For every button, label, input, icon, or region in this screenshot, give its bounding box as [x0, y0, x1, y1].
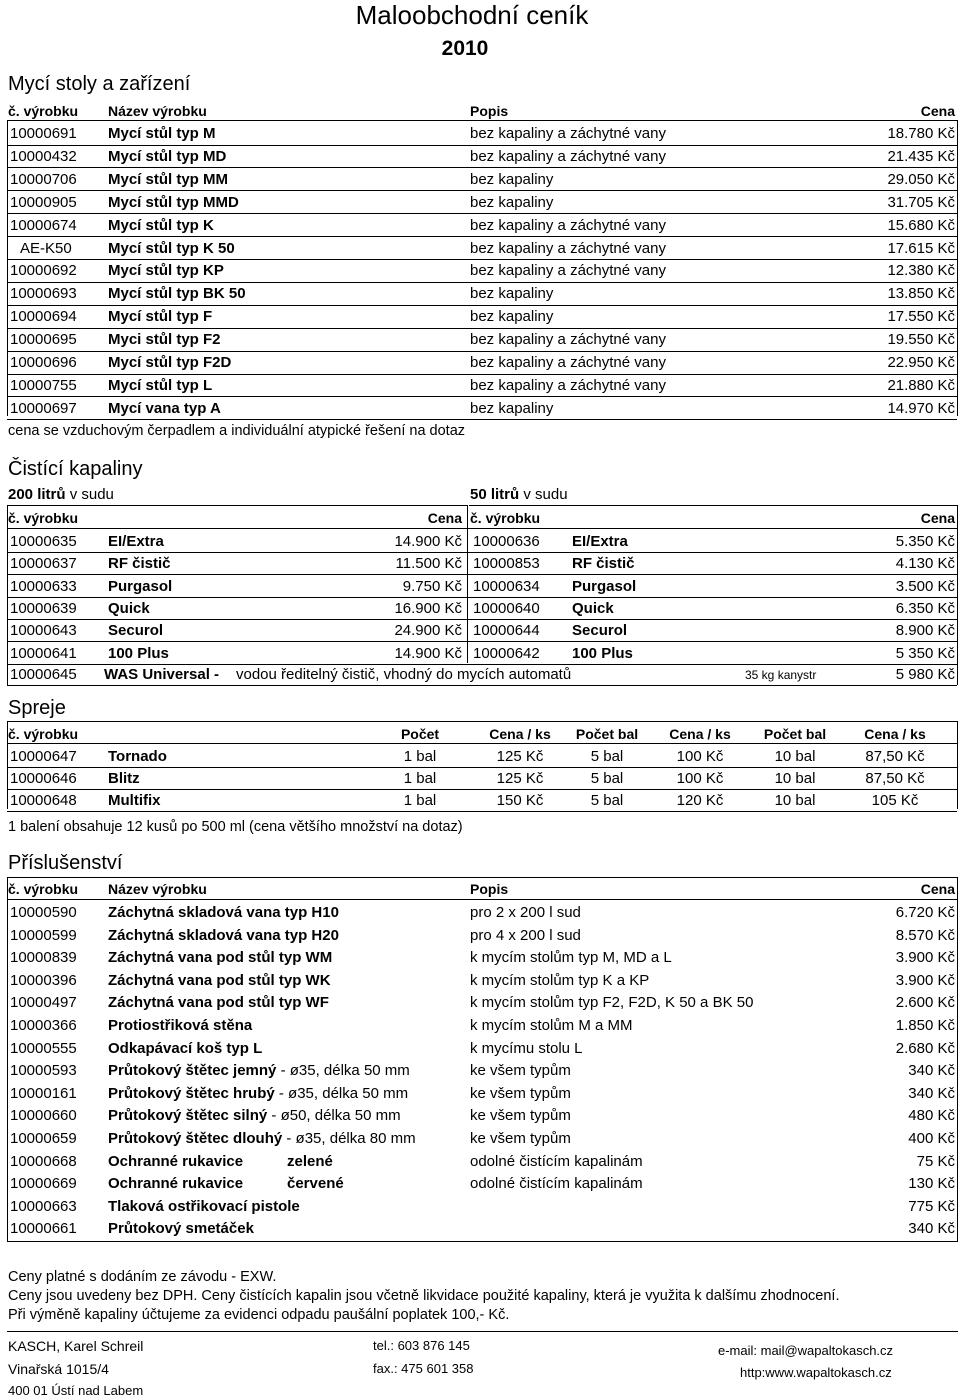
liquid-name-50: Purgasol — [572, 577, 637, 595]
wash-code: 10000691 — [10, 125, 77, 142]
liquid-price-200: 14.900 Kč — [394, 533, 462, 550]
accessory-row — [0, 1104, 960, 1127]
footer-street: Vinařská 1015/4 — [8, 1361, 109, 1377]
accessory-price: 2.600 Kč — [895, 994, 955, 1012]
liquid-name-200: 100 Plus — [108, 644, 169, 662]
wash-desc: bez kapaliny a záchytné vany — [470, 262, 666, 280]
accessory-price: 400 Kč — [908, 1130, 955, 1147]
accessory-name: Záchytná vana pod stůl typ WM — [108, 949, 333, 967]
accessory-row — [0, 1082, 960, 1105]
wash-desc: bez kapaliny — [470, 170, 554, 188]
footer-fax: fax.: 475 601 358 — [373, 1361, 474, 1376]
accessory-price: 3.900 Kč — [895, 949, 955, 967]
liquid-code-200: 10000639 — [10, 599, 77, 617]
accessory-price: 340 Kč — [908, 1062, 955, 1080]
liquid-row — [0, 642, 960, 665]
wash-code: 10000693 — [10, 285, 77, 303]
wash-desc: bez kapaliny — [470, 285, 554, 303]
wash-name: Mycí stůl typ F — [108, 308, 213, 326]
liquids-right-header-code: č. výrobku — [470, 510, 541, 526]
accessory-name: Průtokový štětec dlouhý - ø35, délka 80 mm — [108, 1130, 416, 1147]
wash-name: Myci stůl typ F2 — [108, 331, 221, 349]
wash-code: 10000432 — [10, 147, 77, 165]
accessory-desc: k mycím stolům typ F2, F2D, K 50 a BK 50 — [470, 994, 754, 1012]
accessory-code: 10000669 — [10, 1175, 77, 1193]
accessory-color: zelené — [287, 1152, 333, 1170]
wash-heading: Mycí stoly a zařízení — [8, 73, 191, 95]
spray-code: 10000646 — [10, 770, 77, 787]
wash-name: Mycí stůl typ KP — [108, 262, 224, 280]
liquid-price-50: 6.350 Kč — [895, 599, 955, 617]
accessory-row — [0, 924, 960, 947]
accessory-desc: odolné čistícím kapalinám — [470, 1152, 643, 1170]
accessory-price: 130 Kč — [908, 1175, 955, 1193]
spray-count-2: 5 bal — [590, 792, 624, 809]
accessory-code: 10000161 — [10, 1084, 77, 1102]
liquids-left-title: 200 litrů v sudu — [8, 486, 114, 503]
sprays-heading: Spreje — [8, 697, 66, 719]
liquid-name-200: RF čistič — [108, 555, 171, 573]
wash-desc: bez kapaliny — [470, 399, 554, 417]
wash-code: 10000697 — [10, 399, 77, 417]
accessory-price: 3.900 Kč — [895, 971, 955, 989]
spray-count-1: 1 bal — [403, 770, 437, 787]
wash-price: 17.550 Kč — [887, 308, 955, 326]
wash-price: 13.850 Kč — [887, 285, 955, 303]
liquid-price-200: 24.900 Kč — [394, 622, 462, 640]
liquid-code-200: 10000633 — [10, 577, 77, 595]
accessories-heading: Příslušenství — [8, 852, 123, 874]
spray-row — [0, 767, 960, 790]
accessory-desc: pro 2 x 200 l sud — [470, 904, 581, 921]
accessories-bottom-rule — [7, 1241, 958, 1242]
wash-desc: bez kapaliny — [470, 193, 554, 211]
spray-price-2: 120 Kč — [676, 792, 724, 809]
accessory-code: 10000555 — [10, 1039, 77, 1057]
wash-header-name: Název výrobku — [108, 103, 207, 119]
accessory-row — [0, 901, 960, 924]
wash-name: Mycí stůl typ MMD — [108, 193, 239, 211]
accessory-row — [0, 1059, 960, 1082]
wash-row — [0, 328, 960, 351]
accessory-code: 10000590 — [10, 904, 77, 921]
spray-count-3: 10 bal — [774, 792, 816, 809]
liquid-code-50: 10000642 — [473, 644, 540, 662]
wash-desc: bez kapaliny a záchytné vany — [470, 354, 666, 371]
accessory-row — [0, 1217, 960, 1240]
accessory-code: 10000668 — [10, 1152, 77, 1170]
wash-name: Mycí stůl typ MD — [108, 147, 227, 165]
liquid-price-50: 5 350 Kč — [895, 644, 955, 662]
liquid-price-200: 9.750 Kč — [402, 577, 462, 595]
wash-price: 18.780 Kč — [887, 125, 955, 142]
accessory-code: 10000366 — [10, 1017, 77, 1034]
sprays-header-count3: Počet bal — [763, 726, 827, 742]
wash-name: Mycí stůl typ L — [108, 376, 213, 394]
wash-price: 12.380 Kč — [887, 262, 955, 280]
accessory-code: 10000663 — [10, 1197, 77, 1215]
liquid-name-200: EI/Extra — [108, 533, 164, 550]
spray-count-2: 5 bal — [590, 748, 624, 765]
accessory-row — [0, 1014, 960, 1037]
liquid-price-200: 14.900 Kč — [394, 644, 462, 662]
wash-row — [0, 214, 960, 237]
wash-row — [0, 305, 960, 328]
wash-name: Mycí stůl typ F2D — [108, 354, 232, 371]
accessory-desc: ke všem typům — [470, 1107, 571, 1125]
accessory-price: 8.570 Kč — [895, 926, 955, 944]
liquid-price-200: 11.500 Kč — [395, 555, 462, 573]
liquid-name-200: Securol — [108, 622, 164, 640]
spray-count-2: 5 bal — [590, 770, 624, 787]
wash-price: 22.950 Kč — [887, 354, 955, 371]
accessory-name: Průtokový štětec jemný - ø35, délka 50 mm — [108, 1062, 410, 1080]
wash-name: Mycí stůl typ K 50 — [108, 239, 235, 257]
liquid-code-50: 10000640 — [473, 599, 540, 617]
wash-name: Mycí stůl typ BK 50 — [108, 285, 246, 303]
accessory-row — [0, 969, 960, 992]
wash-name: Mycí stůl typ MM — [108, 170, 229, 188]
accessory-code: 10000593 — [10, 1062, 77, 1080]
wash-price: 21.880 Kč — [887, 376, 955, 394]
accessories-header-code: č. výrobku — [8, 881, 79, 897]
spray-price-3: 87,50 Kč — [865, 770, 925, 787]
accessory-desc: k mycím stolům typ M, MD a L — [470, 949, 672, 967]
accessory-color: červené — [287, 1175, 344, 1193]
accessories-header-price: Cena — [920, 881, 955, 897]
accessory-name: Protiostřiková stěna — [108, 1017, 253, 1034]
row-rule — [7, 811, 957, 812]
wash-name: Mycí vana typ A — [108, 399, 221, 417]
wash-price: 21.435 Kč — [887, 147, 955, 165]
liquid-code-200: 10000637 — [10, 555, 77, 573]
wash-row — [0, 191, 960, 214]
wash-desc: bez kapaliny a záchytné vany — [470, 216, 666, 234]
liquids-left-header-price: Cena — [427, 510, 462, 526]
wash-row — [0, 374, 960, 397]
liquid-name-50: EI/Extra — [572, 533, 628, 550]
accessory-name: Ochranné rukavice — [108, 1175, 244, 1193]
accessory-name: Záchytná vana pod stůl typ WF — [108, 994, 329, 1012]
accessory-code: 10000661 — [10, 1220, 77, 1238]
sprays-header-price1: Cena / ks — [489, 726, 551, 742]
accessory-desc: ke všem typům — [470, 1130, 571, 1147]
accessory-desc: k mycímu stolu L — [470, 1039, 583, 1057]
accessory-row — [0, 1037, 960, 1060]
spray-row — [0, 789, 960, 812]
accessory-name: Záchytná skladová vana typ H10 — [108, 904, 339, 921]
spray-name: Blitz — [108, 770, 140, 787]
liquid-price-50: 3.500 Kč — [895, 577, 955, 595]
sprays-header-price3: Cena / ks — [864, 726, 926, 742]
wash-desc: bez kapaliny a záchytné vany — [470, 125, 666, 142]
spray-row — [0, 745, 960, 768]
liquid-name-50: Quick — [572, 599, 614, 617]
accessory-name: Průtokový štětec hrubý - ø35, délka 50 mm — [108, 1084, 409, 1102]
accessory-desc: k mycím stolům typ K a KP — [470, 971, 650, 989]
accessories-header-desc: Popis — [470, 881, 509, 897]
document-year: 2010 — [441, 37, 489, 60]
wash-price: 17.615 Kč — [887, 239, 955, 257]
accessory-name: Záchytná vana pod stůl typ WK — [108, 971, 331, 989]
wash-price: 19.550 Kč — [887, 331, 955, 349]
wash-name: Mycí stůl typ K — [108, 216, 214, 234]
wash-row — [0, 145, 960, 168]
liquids-right-title: 50 litrů v sudu — [470, 486, 568, 503]
wash-desc: bez kapaliny — [470, 308, 554, 326]
wash-header-code: č. výrobku — [8, 103, 79, 119]
wash-price: 29.050 Kč — [887, 170, 955, 188]
liquid-price-50: 8.900 Kč — [895, 622, 955, 640]
liquid-row — [0, 530, 960, 553]
wash-desc: bez kapaliny a záchytné vany — [470, 376, 666, 394]
liquid-price-50: 4.130 Kč — [895, 555, 955, 573]
sprays-top-rule — [7, 721, 957, 722]
accessory-price: 6.720 Kč — [895, 904, 955, 921]
liquid-code-50: 10000636 — [473, 533, 540, 550]
wash-code: 10000905 — [10, 193, 77, 211]
liquids-right-header-price: Cena — [920, 510, 955, 526]
sprays-note: 1 balení obsahuje 12 kusů po 500 ml (cena většího množství na dotaz) — [8, 819, 463, 835]
wash-row — [0, 259, 960, 282]
accessory-row — [0, 1150, 960, 1173]
accessory-price: 2.680 Kč — [895, 1039, 955, 1057]
row-rule — [7, 419, 957, 420]
spray-price-3: 105 Kč — [871, 792, 919, 809]
wash-code: AE-K50 — [20, 239, 72, 257]
accessory-desc: odolné čistícím kapalinám — [470, 1175, 643, 1193]
note-line-2: Ceny jsou uvedeny bez DPH. Ceny čistících kapalin jsou včetně likvidace použité kapaliny, která je využita k dalšímu zhodnocení. — [8, 1288, 840, 1304]
wash-desc: bez kapaliny a záchytné vany — [470, 239, 666, 257]
wash-row — [0, 351, 960, 374]
wash-code: 10000696 — [10, 354, 77, 371]
wash-row — [0, 237, 960, 260]
liquid-code-200: 10000641 — [10, 644, 77, 662]
spray-price-1: 125 Kč — [496, 748, 544, 765]
accessory-desc: ke všem typům — [470, 1062, 571, 1080]
liquid-name-50: RF čistič — [572, 555, 635, 573]
liquids-bottom-rule — [7, 685, 957, 686]
liquid-name-200: Quick — [108, 599, 150, 617]
spray-count-3: 10 bal — [774, 748, 816, 765]
liquids-right-top-rule — [469, 505, 957, 506]
liquid-code-200: 10000635 — [10, 533, 77, 550]
wash-code: 10000695 — [10, 331, 77, 349]
wash-row — [0, 122, 960, 145]
accessory-price: 1.850 Kč — [895, 1017, 955, 1034]
liquid-name-50: 100 Plus — [572, 644, 633, 662]
sprays-header-count1: Počet — [400, 726, 440, 742]
accessory-row — [0, 1127, 960, 1150]
accessory-code: 10000396 — [10, 971, 77, 989]
accessories-header-name: Název výrobku — [108, 881, 207, 897]
accessory-name: Průtokový smetáček — [108, 1220, 254, 1238]
accessory-desc: pro 4 x 200 l sud — [470, 926, 581, 944]
accessory-row — [0, 1172, 960, 1195]
wash-note: cena se vzduchovým čerpadlem a individuální atypické řešení na dotaz — [8, 423, 466, 439]
footer-company: KASCH, Karel Schreil — [8, 1338, 144, 1354]
accessory-code: 10000839 — [10, 949, 77, 967]
spray-price-3: 87,50 Kč — [865, 748, 925, 765]
accessory-price: 340 Kč — [908, 1220, 955, 1238]
wash-desc: bez kapaliny a záchytné vany — [470, 331, 666, 349]
accessory-code: 10000497 — [10, 994, 77, 1012]
note-line-3: Při výměně kapaliny účtujeme za evidenci odpadu paušální poplatek 100,- Kč. — [8, 1307, 510, 1323]
accessory-code: 10000659 — [10, 1130, 77, 1147]
wash-code: 10000755 — [10, 376, 77, 394]
wash-header-rule — [7, 120, 957, 121]
sprays-header-price2: Cena / ks — [669, 726, 731, 742]
wash-code: 10000692 — [10, 262, 77, 280]
accessory-price: 340 Kč — [908, 1084, 955, 1102]
liquid-price-200: 16.900 Kč — [394, 599, 462, 617]
accessory-name: Průtokový štětec silný - ø50, délka 50 mm — [108, 1107, 401, 1125]
wash-header-price: Cena — [920, 103, 955, 119]
wash-name: Mycí stůl typ M — [108, 125, 216, 142]
wash-code: 10000674 — [10, 216, 77, 234]
accessory-desc: k mycím stolům M a MM — [470, 1017, 633, 1034]
accessory-name: Ochranné rukavice — [108, 1152, 244, 1170]
accessory-price: 75 Kč — [916, 1152, 955, 1170]
spray-code: 10000647 — [10, 748, 77, 765]
liquid-code-50: 10000644 — [473, 622, 540, 640]
accessory-row — [0, 991, 960, 1014]
accessory-code: 10000599 — [10, 926, 77, 944]
liquids-header-rule — [7, 528, 957, 529]
accessory-name: Odkapávací koš typ L — [108, 1039, 263, 1057]
wash-row — [0, 282, 960, 305]
liquid-code-50: 10000853 — [473, 555, 540, 573]
accessory-row — [0, 946, 960, 969]
wash-price: 15.680 Kč — [887, 216, 955, 234]
sprays-header-count2: Počet bal — [575, 726, 639, 742]
spray-count-3: 10 bal — [774, 770, 816, 787]
wash-price: 14.970 Kč — [887, 399, 955, 417]
wash-row — [0, 168, 960, 191]
wash-code: 10000706 — [10, 170, 77, 188]
liquid-code-50: 10000634 — [473, 577, 540, 595]
accessories-top-rule — [7, 877, 957, 878]
accessory-price: 775 Kč — [908, 1197, 955, 1215]
liquid-code-200: 10000643 — [10, 622, 77, 640]
wash-header-desc: Popis — [470, 103, 509, 119]
spray-count-1: 1 bal — [403, 748, 437, 765]
footer-rule — [7, 1331, 958, 1332]
footer-tel: tel.: 603 876 145 — [373, 1338, 470, 1353]
spray-count-1: 1 bal — [403, 792, 437, 809]
spray-price-2: 100 Kč — [676, 770, 724, 787]
footer-email[interactable]: e-mail: mail@wapaltokasch.cz — [718, 1343, 894, 1358]
liquid-row — [0, 575, 960, 598]
footer-city: 400 01 Ústí nad Labem — [8, 1383, 144, 1397]
accessories-header-rule — [7, 899, 957, 900]
spray-price-2: 100 Kč — [676, 748, 724, 765]
liquid-row — [0, 597, 960, 620]
liquid-row — [0, 619, 960, 642]
spray-name: Tornado — [108, 748, 167, 765]
liquids-left-top-rule — [7, 505, 467, 506]
sprays-header-code: č. výrobku — [8, 726, 79, 742]
wash-code: 10000694 — [10, 308, 77, 326]
accessory-name: Záchytná skladová vana typ H20 — [108, 926, 339, 944]
liquid-name-200: Purgasol — [108, 577, 173, 595]
wash-price: 31.705 Kč — [887, 193, 955, 211]
accessory-row — [0, 1195, 960, 1218]
wash-desc: bez kapaliny a záchytné vany — [470, 147, 666, 165]
was-row: 10000645 WAS Universal - vodou ředitelný čistič, vhodný do mycích automatů 35 kg kanystr 5 980 Kč — [10, 666, 955, 683]
spray-name: Multifix — [108, 792, 161, 809]
accessory-price: 480 Kč — [908, 1107, 955, 1125]
accessory-code: 10000660 — [10, 1107, 77, 1125]
spray-code: 10000648 — [10, 792, 77, 809]
liquid-price-50: 5.350 Kč — [895, 533, 955, 550]
accessory-name: Tlaková ostřikovací pistole — [108, 1197, 300, 1215]
footer-web[interactable]: http:www.wapaltokasch.cz — [740, 1365, 892, 1380]
accessory-desc: ke všem typům — [470, 1084, 571, 1102]
document-title: Maloobchodní ceník — [355, 0, 589, 30]
wash-row — [0, 397, 960, 420]
liquid-row — [0, 552, 960, 575]
note-line-1: Ceny platné s dodáním ze závodu - EXW. — [8, 1269, 277, 1285]
liquids-heading: Čistící kapaliny — [8, 458, 143, 480]
spray-price-1: 125 Kč — [496, 770, 544, 787]
liquids-left-header-code: č. výrobku — [8, 510, 79, 526]
sprays-header-rule — [7, 743, 957, 744]
spray-price-1: 150 Kč — [496, 792, 544, 809]
liquid-name-50: Securol — [572, 622, 628, 640]
